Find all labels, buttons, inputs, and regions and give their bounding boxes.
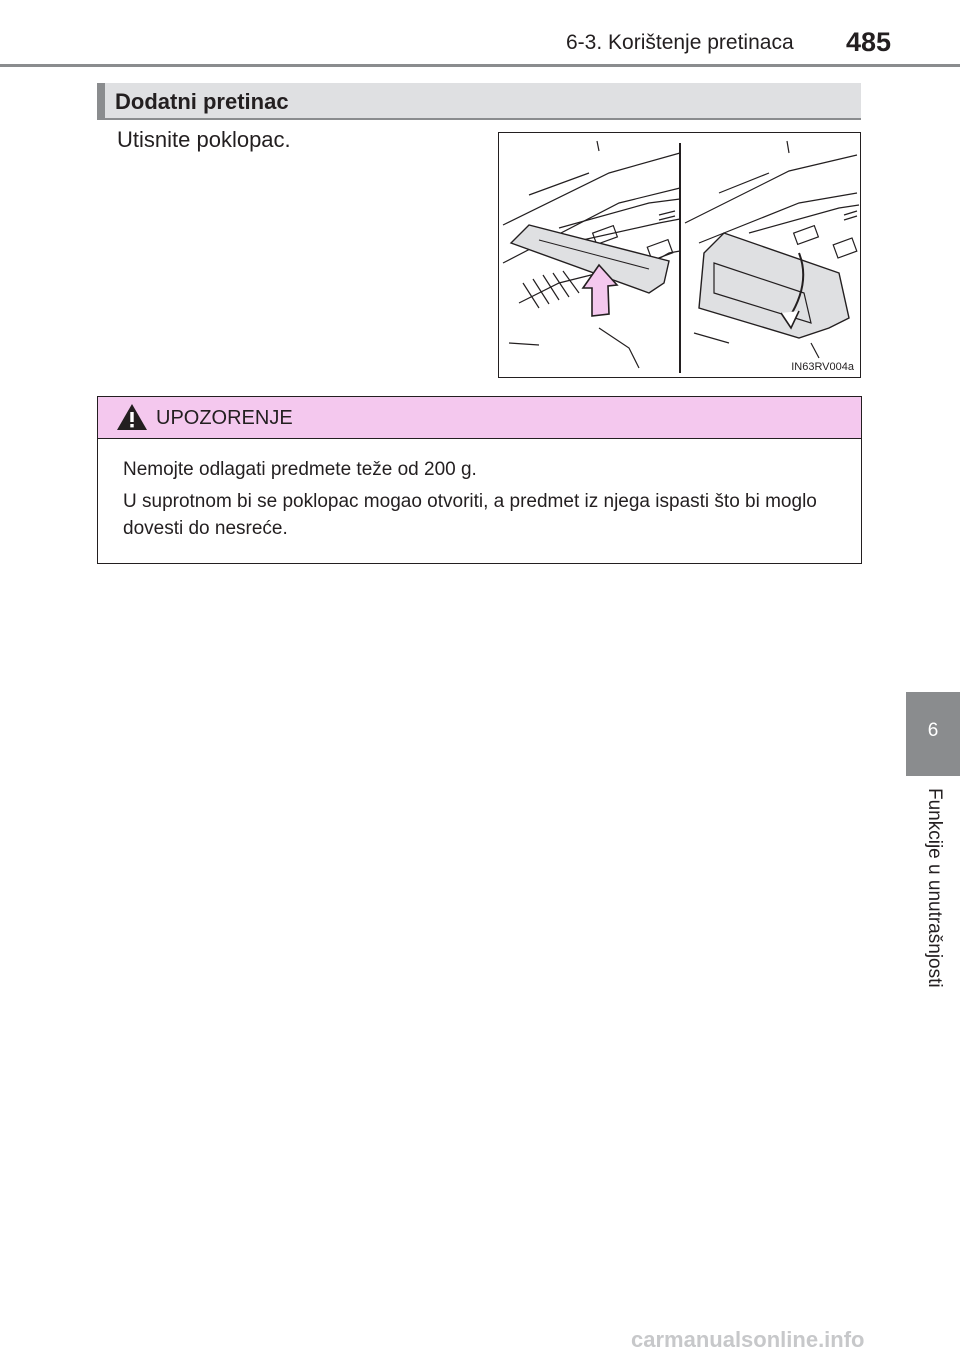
warning-box	[97, 396, 862, 564]
section-heading: Dodatni pretinac	[115, 89, 289, 114]
instruction-text: Utisnite poklopac.	[117, 127, 291, 152]
warning-triangle-icon	[116, 403, 148, 436]
chapter-tab	[906, 692, 960, 776]
section-heading-bar	[97, 83, 105, 118]
illustration-overhead-console	[498, 132, 861, 378]
console-illustration-svg	[499, 133, 861, 378]
running-header-title: 6-3. Korištenje pretinaca	[566, 31, 794, 54]
chapter-label: Funkcije u unutrašnjosti	[924, 788, 945, 988]
chapter-number: 6	[927, 720, 939, 741]
section-heading-box	[97, 83, 861, 120]
warning-line-1: Nemojte odlagati predmete teže od 200 g.	[123, 459, 477, 480]
warning-header	[98, 397, 861, 439]
header-rule	[0, 64, 960, 67]
figure-code: IN63RV004a	[791, 361, 854, 373]
watermark: carmanualsonline.info	[631, 1327, 865, 1352]
warning-line-2: U suprotnom bi se poklopac mogao otvoriti, a predmet iz njega ispasti što bi moglo dovesti do nesreće.	[123, 491, 817, 539]
page-number: 485	[846, 27, 892, 57]
warning-title: UPOZORENJE	[156, 407, 293, 429]
